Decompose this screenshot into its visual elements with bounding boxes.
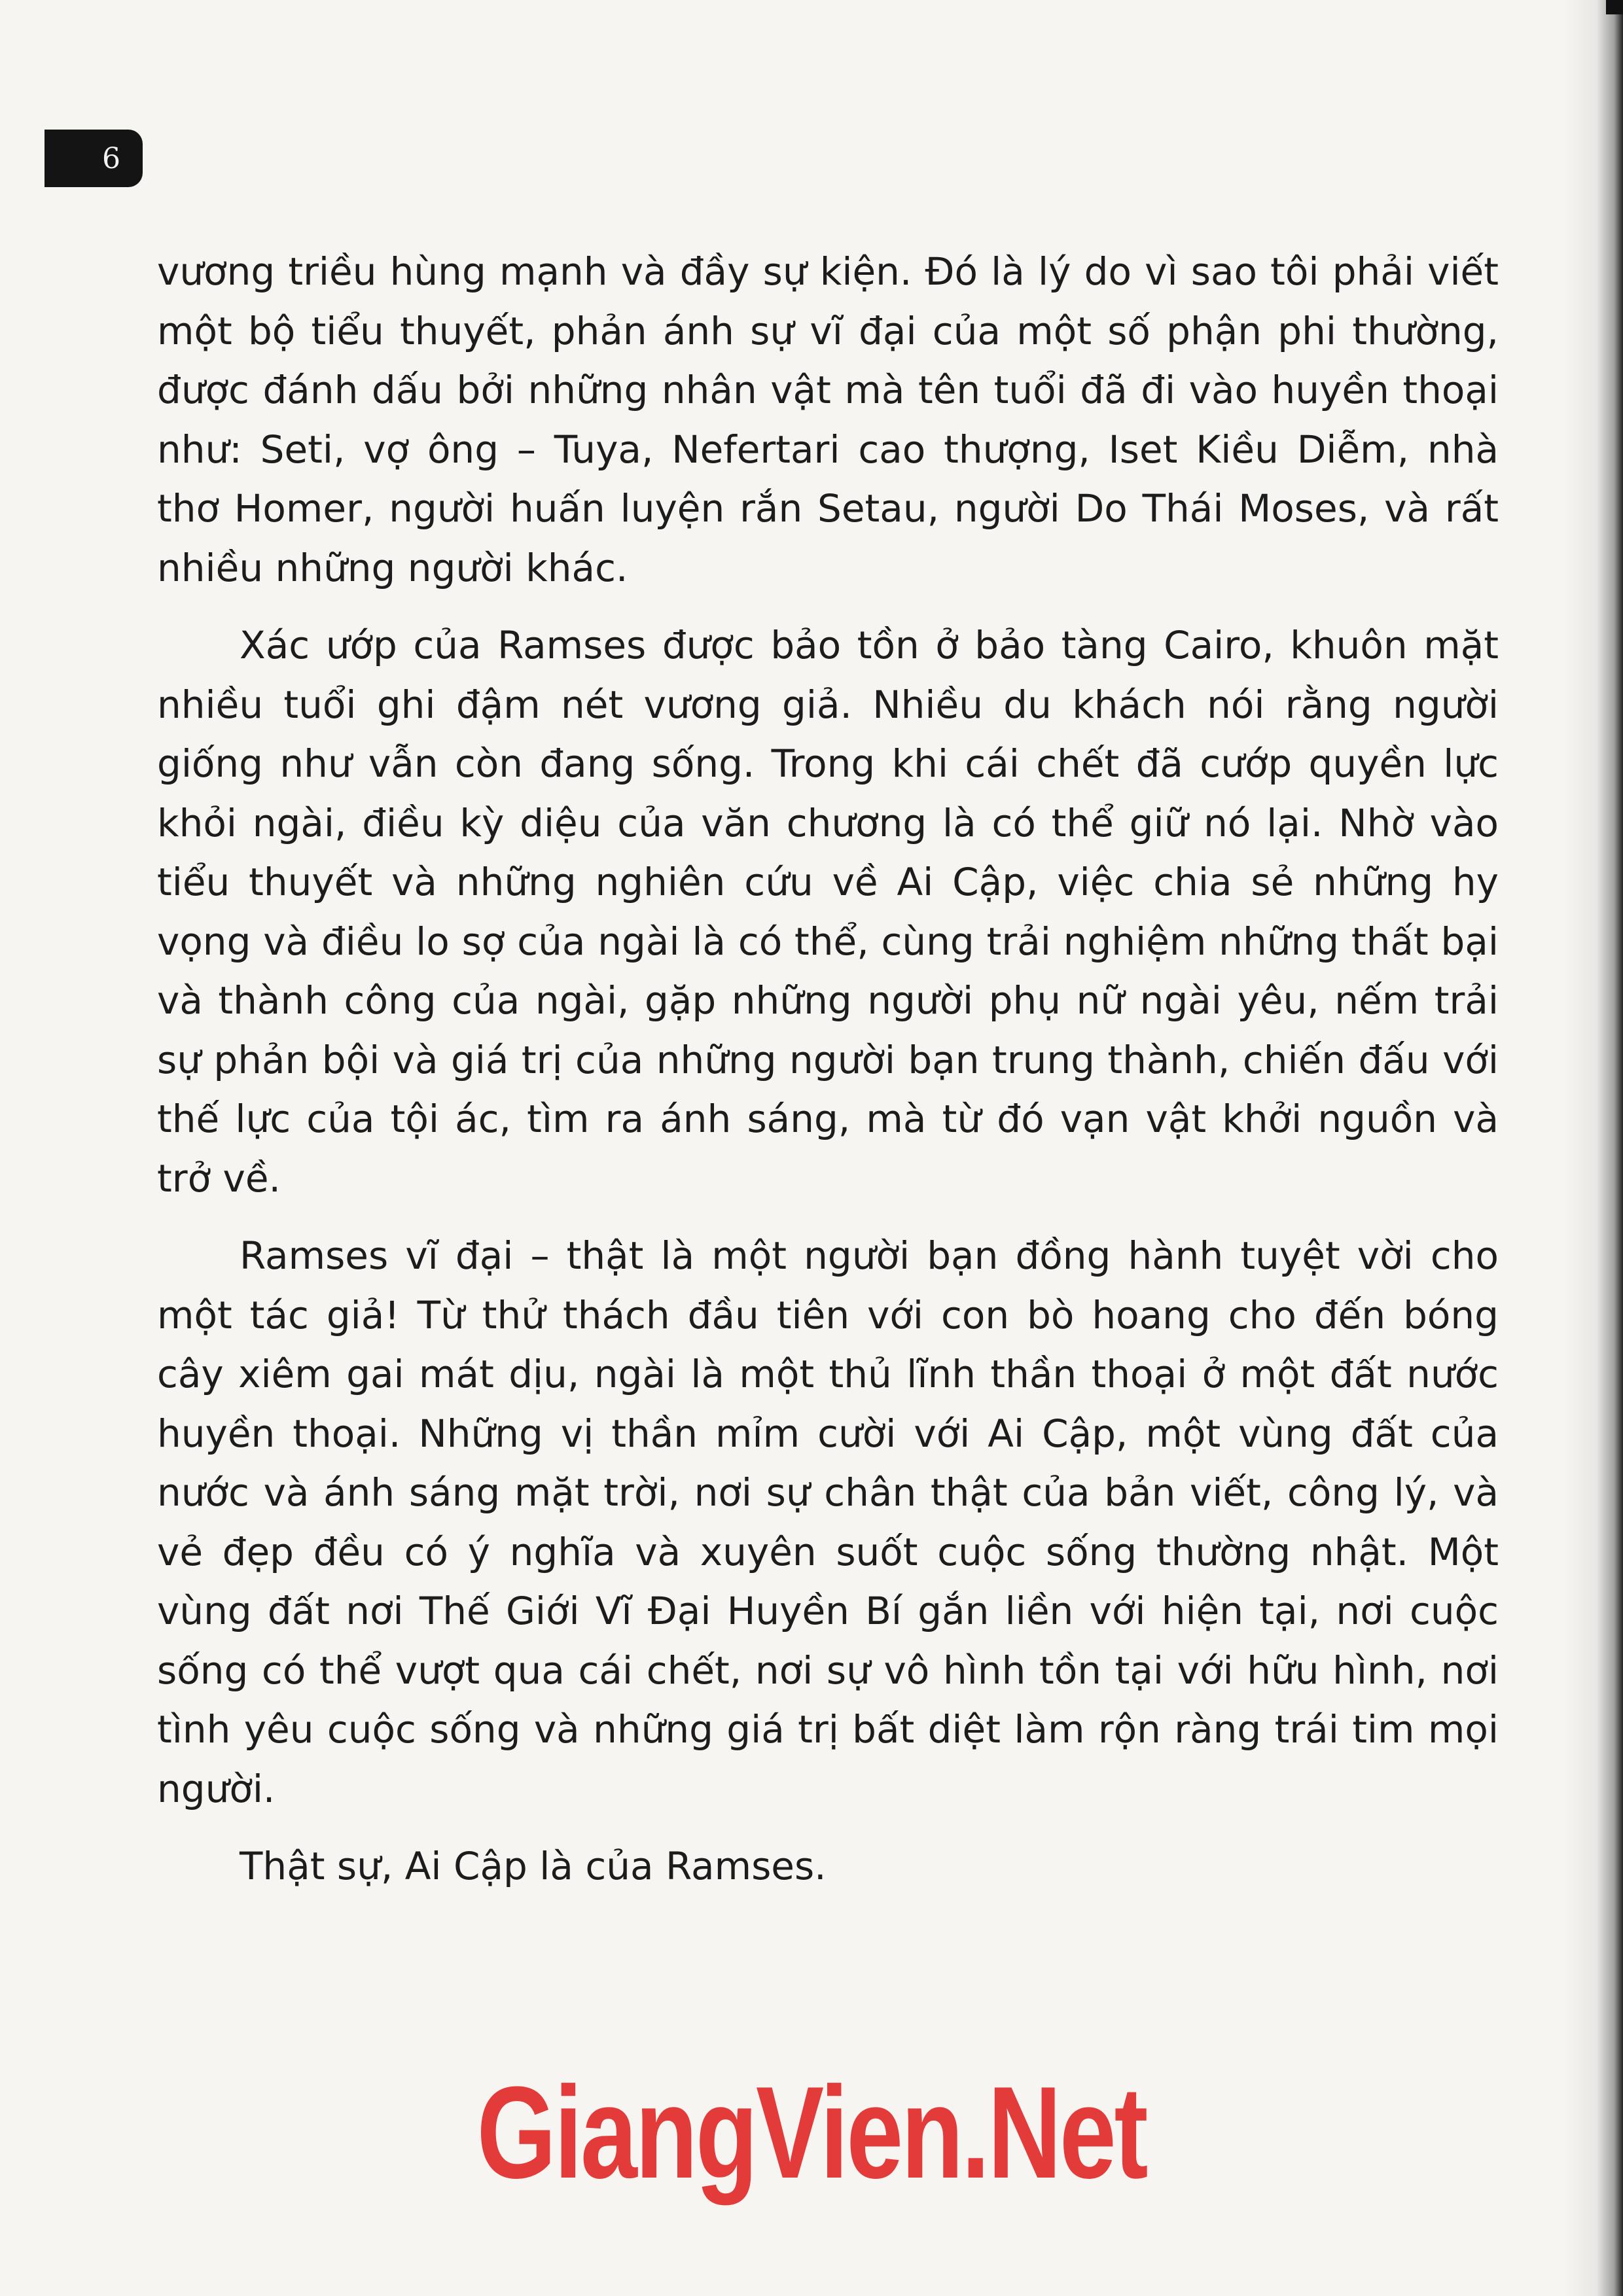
paragraph: Ramses vĩ đại – thật là một người bạn đồng hành tuyệt vời cho một tác giả! Từ thử thách đầu tiên với con bò hoang cho đến bóng cây xiêm gai mát dịu, ngài là một thủ lĩnh thần thoại ở một đất nước huyền thoại. Những vị thần mỉm cười với Ai Cập, một vùng đất của nước và ánh sáng mặt trời, nơi sự chân thật của bản viết, công lý, và vẻ đẹp đều có ý nghĩa và xuyên suốt cuộc sống thường nhật. Một vùng đất nơi Thế Giới Vĩ Đại Huyền Bí gắn liền với hiện tại, nơi cuộc sống có thể vượt qua cái chết, nơi sự vô hình tồn tại với hữu hình, nơi tình yêu cuộc sống và những giá trị bất diệt làm rộn ràng trái tim mọi người. bbox=[157, 1233, 1499, 1811]
watermark: GiangVien.Net bbox=[476, 2060, 1147, 2206]
paragraph: vương triều hùng mạnh và đầy sự kiện. Đó là lý do vì sao tôi phải viết một bộ tiểu thuyết, phản ánh sự vĩ đại của một số phận phi thường, được đánh dấu bởi những nhân vật mà tên tuổi đã đi vào huyền thoại như: Seti, vợ ông – Tuya, Nefertari cao thượng, Iset Kiều Diễm, nhà thơ Homer, người huấn luyện rắn Setau, người Do Thái Moses, và rất nhiều những người khác. bbox=[157, 249, 1499, 590]
page-number: 6 bbox=[102, 141, 120, 175]
binding-shadow bbox=[1564, 0, 1623, 2296]
paragraph: Xác ướp của Ramses được bảo tồn ở bảo tàng Cairo, khuôn mặt nhiều tuổi ghi đậm nét vương giả. Nhiều du khách nói rằng người giống như vẫn còn đang sống. Trong khi cái chết đã cướp quyền lực khỏi ngài, điều kỳ diệu của văn chương là có thể giữ nó lại. Nhờ vào tiểu thuyết và những nghiên cứu về Ai Cập, việc chia sẻ những hy vọng và điều lo sợ của ngài là có thể, cùng trải nghiệm những thất bại và thành công của ngài, gặp những người phụ nữ ngài yêu, nếm trải sự phản bội và giá trị của những người bạn trung thành, chiến đấu với thế lực của tội ác, tìm ra ánh sáng, mà từ đó vạn vật khởi nguồn và trở về. bbox=[157, 623, 1499, 1201]
page-number-tab bbox=[45, 130, 143, 187]
paragraph: Thật sự, Ai Cập là của Ramses. bbox=[240, 1844, 827, 1888]
text-body bbox=[157, 242, 1499, 1915]
binding-mark bbox=[1606, 0, 1623, 14]
